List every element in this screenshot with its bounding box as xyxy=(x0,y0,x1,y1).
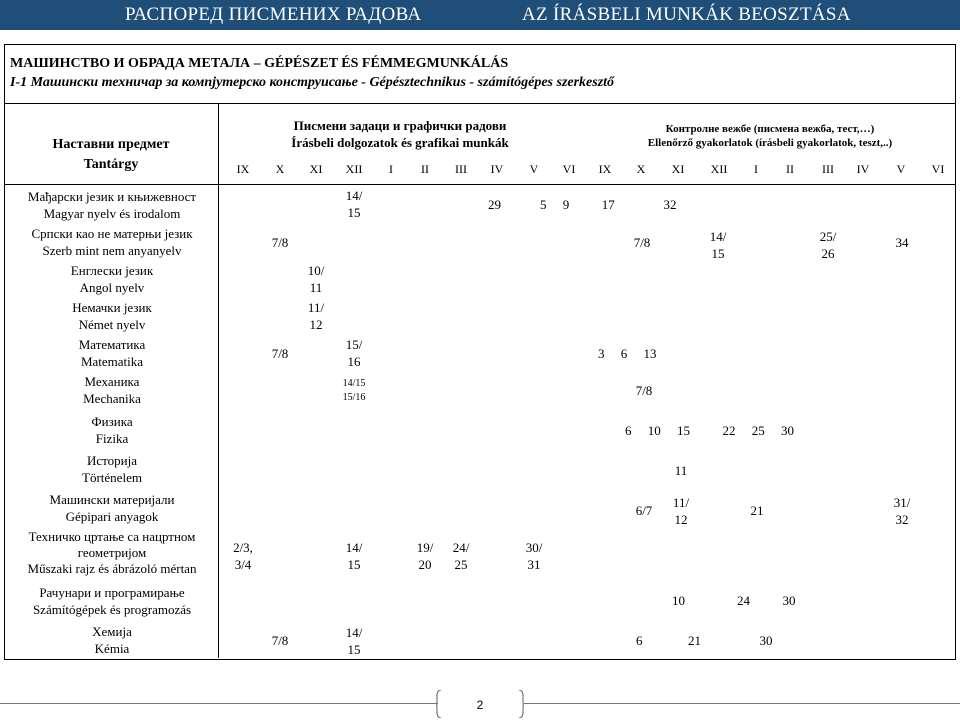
written-header-hungarian: Írásbeli dolgozatok és grafikai munkák xyxy=(291,135,509,150)
page-number: 2 xyxy=(476,698,484,712)
month-header: IX xyxy=(598,162,612,176)
subject-row-chemistry xyxy=(6,623,218,657)
schedule-cell-date: 10/ 11 xyxy=(307,263,325,295)
month-header: IX xyxy=(236,162,250,176)
subject-name-hungarian: Magyar nyelv és irodalom xyxy=(43,206,181,221)
schedule-cell-date: 14/ 15 xyxy=(709,229,727,261)
subject-name-hungarian: Matematika xyxy=(80,354,144,369)
subject-name-hungarian: Történelem xyxy=(82,470,142,485)
subject-name-hungarian: Kémia xyxy=(94,641,130,656)
schedule-cell-date: 19/ 20 xyxy=(416,540,434,572)
subject-column-header xyxy=(6,135,216,175)
program-title: I-1 Машински техничар за компјутерско конструисање - Gépésztechnikus - számítógépes szerkesztő xyxy=(10,75,615,90)
control-header-hungarian: Ellenőrző gyakorlatok (írásbeli gyakorlatok, teszt,..) xyxy=(647,137,893,149)
banner-title-serbian: РАСПОРЕД ПИСМЕНИХ РАДОВА xyxy=(125,4,422,25)
table-divider-header xyxy=(4,184,955,185)
month-header: IV xyxy=(490,162,504,176)
month-header: I xyxy=(754,162,758,176)
subject-name-serbian: Српски као не матерњи језик xyxy=(31,226,193,241)
schedule-cell-date: 6/7 xyxy=(635,503,653,518)
schedule-cell-date: 6 21 30 xyxy=(636,633,773,648)
subject-name-hungarian: Műszaki rajz és ábrázoló mértan xyxy=(27,561,197,576)
written-work-header xyxy=(230,117,570,151)
subject-name-hungarian: Gépipari anyagok xyxy=(65,509,159,524)
schedule-cell-date: 7/8 xyxy=(271,346,289,361)
footer-rule-right xyxy=(524,703,960,704)
schedule-cell-date: 11 xyxy=(674,463,688,478)
subject-name-serbian: Немачки језик xyxy=(72,300,152,315)
month-header: V xyxy=(529,162,539,176)
subject-name-hungarian: Angol nyelv xyxy=(79,280,145,295)
subject-row-mechanics xyxy=(6,373,218,407)
month-header: III xyxy=(822,162,834,176)
month-header: III xyxy=(455,162,467,176)
schedule-cell-date: 7/8 xyxy=(635,383,653,398)
footer-brace-right-icon xyxy=(518,690,524,718)
header-banner xyxy=(0,0,960,30)
subject-row-computers xyxy=(6,584,218,618)
subject-name-serbian: Техничко цртање са нацртном геометријом xyxy=(28,529,196,560)
schedule-cell-date: 14/15 15/16 xyxy=(342,378,366,403)
subject-name-serbian: Математика xyxy=(78,337,146,352)
control-exercise-header xyxy=(590,122,950,150)
schedule-cell-date: 30/ 31 xyxy=(525,540,543,572)
schedule-cell-date: 14/ 15 xyxy=(345,625,363,657)
subject-name-serbian: Механика xyxy=(84,374,140,389)
subject-name-hungarian: Német nyelv xyxy=(78,317,146,332)
footer-brace-left-icon xyxy=(436,690,442,718)
schedule-cell-date: 11/ 12 xyxy=(672,495,690,527)
month-header: I xyxy=(389,162,393,176)
schedule-cell-date: 31/ 32 xyxy=(893,495,911,527)
month-header: V xyxy=(896,162,906,176)
subject-row-history xyxy=(6,452,218,486)
subject-row-mathematics xyxy=(6,336,218,370)
subject-name-hungarian: Mechanika xyxy=(83,391,141,406)
schedule-cell-date: 34 xyxy=(895,235,909,250)
subject-name-hungarian: Szerb mint nem anyanyelv xyxy=(42,243,182,258)
month-header: XII xyxy=(345,162,363,176)
subject-row-physics xyxy=(6,413,218,447)
month-header: VI xyxy=(931,162,945,176)
month-header: XII xyxy=(710,162,728,176)
schedule-cell-date: 2/3, 3/4 xyxy=(233,540,253,572)
schedule-cell-date: 11/ 12 xyxy=(307,300,325,332)
month-header: X xyxy=(275,162,285,176)
month-header: X xyxy=(636,162,646,176)
subject-name-serbian: Физика xyxy=(91,414,133,429)
subject-name-serbian: Хемија xyxy=(92,624,132,639)
footer-rule-left xyxy=(0,703,438,704)
table-divider-subject xyxy=(218,103,219,658)
subject-row-serbian-language xyxy=(6,225,218,259)
subject-header-serbian: Наставни предмет xyxy=(52,137,170,152)
schedule-cell-date: 25/ 26 xyxy=(819,229,837,261)
subject-name-serbian: Мађарски језик и књижевност xyxy=(27,189,197,204)
schedule-cell-date: 14/ 15 xyxy=(345,540,363,572)
month-header: VI xyxy=(562,162,576,176)
month-header: IV xyxy=(856,162,870,176)
subject-name-hungarian: Fizika xyxy=(95,431,129,446)
subject-row-hungarian-language xyxy=(6,188,218,222)
schedule-cell-date: 15/ 16 xyxy=(345,337,363,369)
subject-row-english xyxy=(6,262,218,296)
month-header: XI xyxy=(309,162,323,176)
subject-row-german xyxy=(6,299,218,333)
month-header: II xyxy=(421,162,429,176)
schedule-cell-date: 6 10 15 22 25 30 xyxy=(625,423,794,438)
section-title: МАШИНСТВО И ОБРАДА МЕТАЛА – GÉPÉSZET ÉS FÉMMEGMUNKÁLÁS xyxy=(10,56,509,71)
schedule-cell-date: 21 xyxy=(750,503,764,518)
subject-name-serbian: Енглески језик xyxy=(70,263,154,278)
subject-header-hungarian: Tantárgy xyxy=(83,157,139,172)
month-header: II xyxy=(786,162,794,176)
subject-row-technical-drawing xyxy=(6,529,218,577)
schedule-cell-date: 7/8 xyxy=(271,235,289,250)
subject-row-machine-materials xyxy=(6,491,218,525)
schedule-cell-date: 24/ 25 xyxy=(452,540,470,572)
schedule-cell-date: 14/ 15 xyxy=(345,188,363,220)
subject-name-hungarian: Számítógépek és programozás xyxy=(32,602,192,617)
subject-name-serbian: Рачунари и програмирање xyxy=(39,585,185,600)
schedule-cell-date: 29 5 9 17 32 xyxy=(488,197,677,212)
schedule-cell-date: 10 24 30 xyxy=(672,593,796,608)
schedule-cell-date: 7/8 xyxy=(633,235,651,250)
month-header: XI xyxy=(671,162,685,176)
written-header-serbian: Писмени задаци и графички радови xyxy=(293,118,507,133)
subject-name-serbian: Машински материјали xyxy=(49,492,175,507)
banner-title-hungarian: AZ ÍRÁSBELI MUNKÁK BEOSZTÁSA xyxy=(522,4,851,25)
table-divider-title xyxy=(4,103,955,104)
subject-name-serbian: Историја xyxy=(86,453,137,468)
schedule-cell-date: 7/8 xyxy=(271,633,289,648)
schedule-cell-date: 3 6 13 xyxy=(598,346,657,361)
control-header-serbian: Контролне вежбе (писмена вежба, тест,…) xyxy=(665,123,875,135)
